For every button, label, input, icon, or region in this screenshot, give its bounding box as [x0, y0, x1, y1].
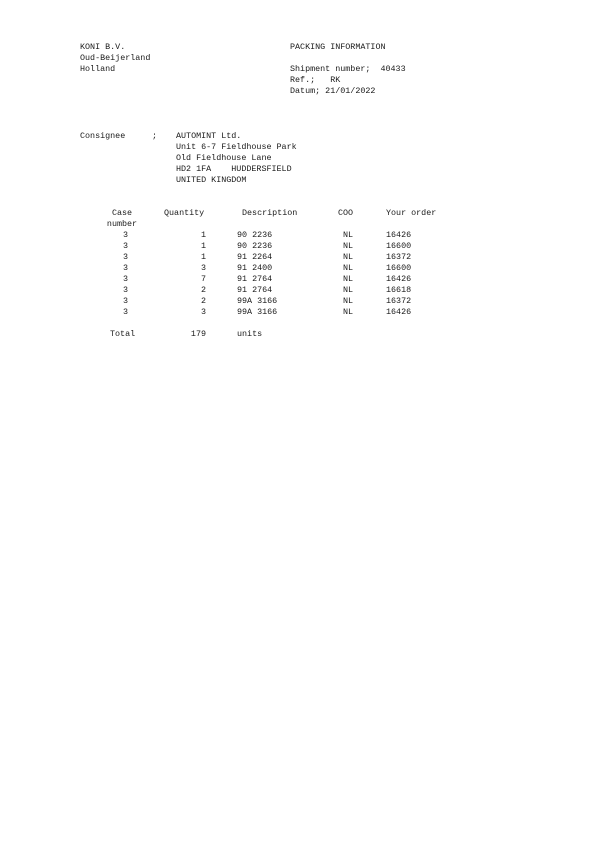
reference: Ref.; RK [290, 75, 341, 85]
cell-coo: NL [343, 263, 354, 273]
cell-order: 16426 [386, 274, 412, 284]
table-row [0, 241, 595, 252]
cell-quantity: 2 [200, 285, 206, 295]
document-date: Datum; 21/01/2022 [290, 86, 376, 96]
cell-case: 3 [122, 263, 128, 273]
consignee-line: Old Fieldhouse Lane [176, 153, 272, 163]
cell-description: 90 2236 [237, 230, 273, 240]
cell-coo: NL [343, 307, 354, 317]
cell-quantity: 3 [200, 263, 206, 273]
table-row [0, 230, 595, 241]
header-order: Your order [386, 208, 437, 218]
table-row [0, 296, 595, 307]
header-case: Case [111, 208, 133, 218]
cell-order: 16426 [386, 307, 412, 317]
cell-description: 90 2236 [237, 241, 273, 251]
header-description: Description [242, 208, 298, 218]
cell-description: 99A 3166 [237, 296, 278, 306]
cell-case: 3 [122, 241, 128, 251]
cell-quantity: 3 [200, 307, 206, 317]
cell-order: 16372 [386, 252, 412, 262]
cell-order: 16600 [386, 241, 412, 251]
cell-quantity: 2 [200, 296, 206, 306]
cell-case: 3 [122, 296, 128, 306]
sender-name: KONI B.V. [80, 42, 126, 52]
cell-case: 3 [122, 285, 128, 295]
consignee-line: HD2 1FA HUDDERSFIELD [176, 164, 292, 174]
total-row [0, 329, 595, 340]
table-row [0, 285, 595, 296]
consignee-line: UNITED KINGDOM [176, 175, 247, 185]
consignee-label: Consignee [80, 131, 126, 141]
cell-coo: NL [343, 274, 354, 284]
cell-description: 91 2764 [237, 274, 273, 284]
cell-description: 99A 3166 [237, 307, 278, 317]
shipment-number: Shipment number; 40433 [290, 64, 406, 74]
cell-coo: NL [343, 296, 354, 306]
cell-description: 91 2764 [237, 285, 273, 295]
table-row [0, 274, 595, 285]
cell-case: 3 [122, 307, 128, 317]
cell-order: 16372 [386, 296, 412, 306]
document-title: PACKING INFORMATION [290, 42, 386, 52]
total-label: Total [110, 329, 136, 339]
total-value: 179 [190, 329, 206, 339]
cell-coo: NL [343, 241, 354, 251]
cell-quantity: 1 [200, 230, 206, 240]
header-case-number: number [106, 219, 138, 229]
cell-quantity: 1 [200, 252, 206, 262]
cell-quantity: 7 [200, 274, 206, 284]
sender-city: Oud-Beijerland [80, 53, 151, 63]
cell-quantity: 1 [200, 241, 206, 251]
consignee-line: AUTOMINT Ltd. [176, 131, 242, 141]
header-coo: COO [338, 208, 354, 218]
cell-coo: NL [343, 230, 354, 240]
cell-coo: NL [343, 252, 354, 262]
consignee-line: Unit 6-7 Fieldhouse Park [176, 142, 297, 152]
cell-coo: NL [343, 285, 354, 295]
cell-order: 16618 [386, 285, 412, 295]
cell-case: 3 [122, 230, 128, 240]
cell-order: 16600 [386, 263, 412, 273]
total-unit: units [237, 329, 263, 339]
sender-country: Holland [80, 64, 116, 74]
consignee-separator: ; [152, 131, 158, 141]
table-row [0, 263, 595, 274]
cell-description: 91 2400 [237, 263, 273, 273]
cell-description: 91 2264 [237, 252, 273, 262]
table-row [0, 307, 595, 318]
table-row [0, 252, 595, 263]
cell-case: 3 [122, 274, 128, 284]
header-quantity: Quantity [164, 208, 205, 218]
cell-order: 16426 [386, 230, 412, 240]
cell-case: 3 [122, 252, 128, 262]
